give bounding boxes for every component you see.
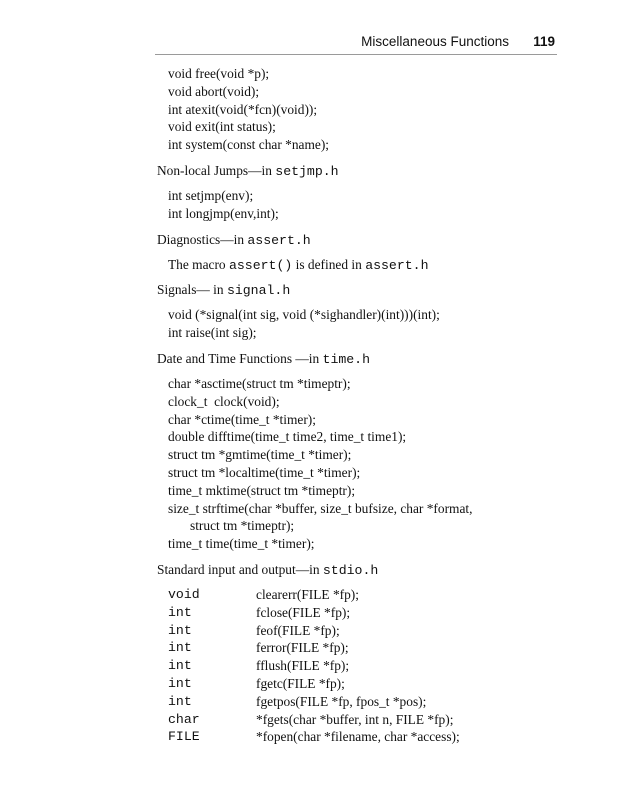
function-signature: fclose(FILE *fp); (256, 604, 351, 620)
header-file-name: assert.h (247, 232, 311, 248)
header-file-name: assert.h (365, 257, 429, 273)
function-row (157, 657, 567, 675)
page-content (157, 65, 567, 746)
header-file-name: time.h (322, 351, 371, 367)
function-row (157, 728, 567, 746)
code-line-continuation: struct tm *timeptr); (190, 518, 295, 534)
heading-text: Signals— in (157, 282, 227, 298)
text-fragment: The macro (168, 256, 229, 272)
function-signature: clearerr(FILE *fp); (256, 586, 359, 602)
running-header (155, 34, 557, 55)
heading-text: Standard input and output—in (157, 561, 323, 577)
code-line: clock_t clock(void); (168, 393, 280, 409)
code-line: void (*signal(int sig, void (*sighandler)(int)))(int); (168, 307, 440, 323)
function-signature: *fgets(char *buffer, int n, FILE *fp); (256, 711, 454, 727)
macro-name: assert() (228, 257, 293, 273)
function-row (157, 711, 567, 729)
return-type: int (168, 640, 192, 656)
code-line: time_t time(time_t *timer); (168, 536, 315, 552)
function-row (157, 586, 567, 604)
code-line: char *asctime(struct tm *timeptr); (168, 375, 351, 391)
function-signature: fgetc(FILE *fp); (256, 675, 345, 691)
text-fragment: is defined in (292, 256, 366, 272)
return-type: int (168, 675, 192, 691)
function-signature: fgetpos(FILE *fp, fpos_t *pos); (256, 693, 427, 709)
section-heading-stdio (157, 561, 567, 579)
function-row (157, 622, 567, 640)
code-line: struct tm *localtime(time_t *timer); (168, 464, 361, 480)
heading-text: Non-local Jumps—in (157, 162, 276, 178)
code-line: int system(const char *name); (168, 137, 330, 153)
return-type: int (168, 622, 192, 638)
page-number: 119 (533, 34, 555, 49)
code-line: double difftime(time_t time2, time_t time1); (168, 429, 407, 445)
section-heading-signal (157, 281, 567, 299)
return-type: void (168, 586, 200, 602)
assert-description (157, 256, 567, 274)
return-type: FILE (168, 729, 200, 745)
code-line: void exit(int status); (168, 119, 276, 135)
code-line: int raise(int sig); (168, 325, 257, 341)
code-line: void free(void *p); (168, 66, 270, 81)
section-heading-assert (157, 231, 567, 249)
function-signature: *fopen(char *filename, char *access); (256, 729, 460, 745)
code-line: struct tm *gmtime(time_t *timer); (168, 447, 352, 463)
code-line: int atexit(void(*fcn)(void)); (168, 101, 318, 117)
header-title: Miscellaneous Functions (361, 34, 509, 49)
code-line: time_t mktime(struct tm *timeptr); (168, 482, 356, 498)
code-line: size_t strftime(char *buffer, size_t bufsize, char *format, (168, 500, 473, 516)
header-file-name: stdio.h (322, 562, 379, 578)
code-line: void abort(void); (168, 83, 260, 99)
return-type: char (168, 711, 200, 727)
return-type: int (168, 693, 192, 709)
section-heading-time (157, 350, 567, 368)
function-row (157, 604, 567, 622)
function-row (157, 675, 567, 693)
heading-text: Date and Time Functions —in (157, 350, 323, 366)
header-file-name: setjmp.h (275, 163, 339, 179)
function-row (157, 639, 567, 657)
return-type: int (168, 658, 192, 674)
code-line: int setjmp(env); (168, 187, 254, 203)
code-line: int longjmp(env,int); (168, 205, 279, 221)
section-heading-setjmp (157, 162, 567, 180)
function-signature: ferror(FILE *fp); (256, 640, 349, 656)
header-file-name: signal.h (226, 283, 291, 299)
function-row (157, 693, 567, 711)
code-line: char *ctime(time_t *timer); (168, 411, 316, 427)
function-signature: fflush(FILE *fp); (256, 658, 350, 674)
function-signature: feof(FILE *fp); (256, 622, 340, 638)
return-type: int (168, 604, 192, 620)
heading-text: Diagnostics—in (157, 231, 248, 247)
